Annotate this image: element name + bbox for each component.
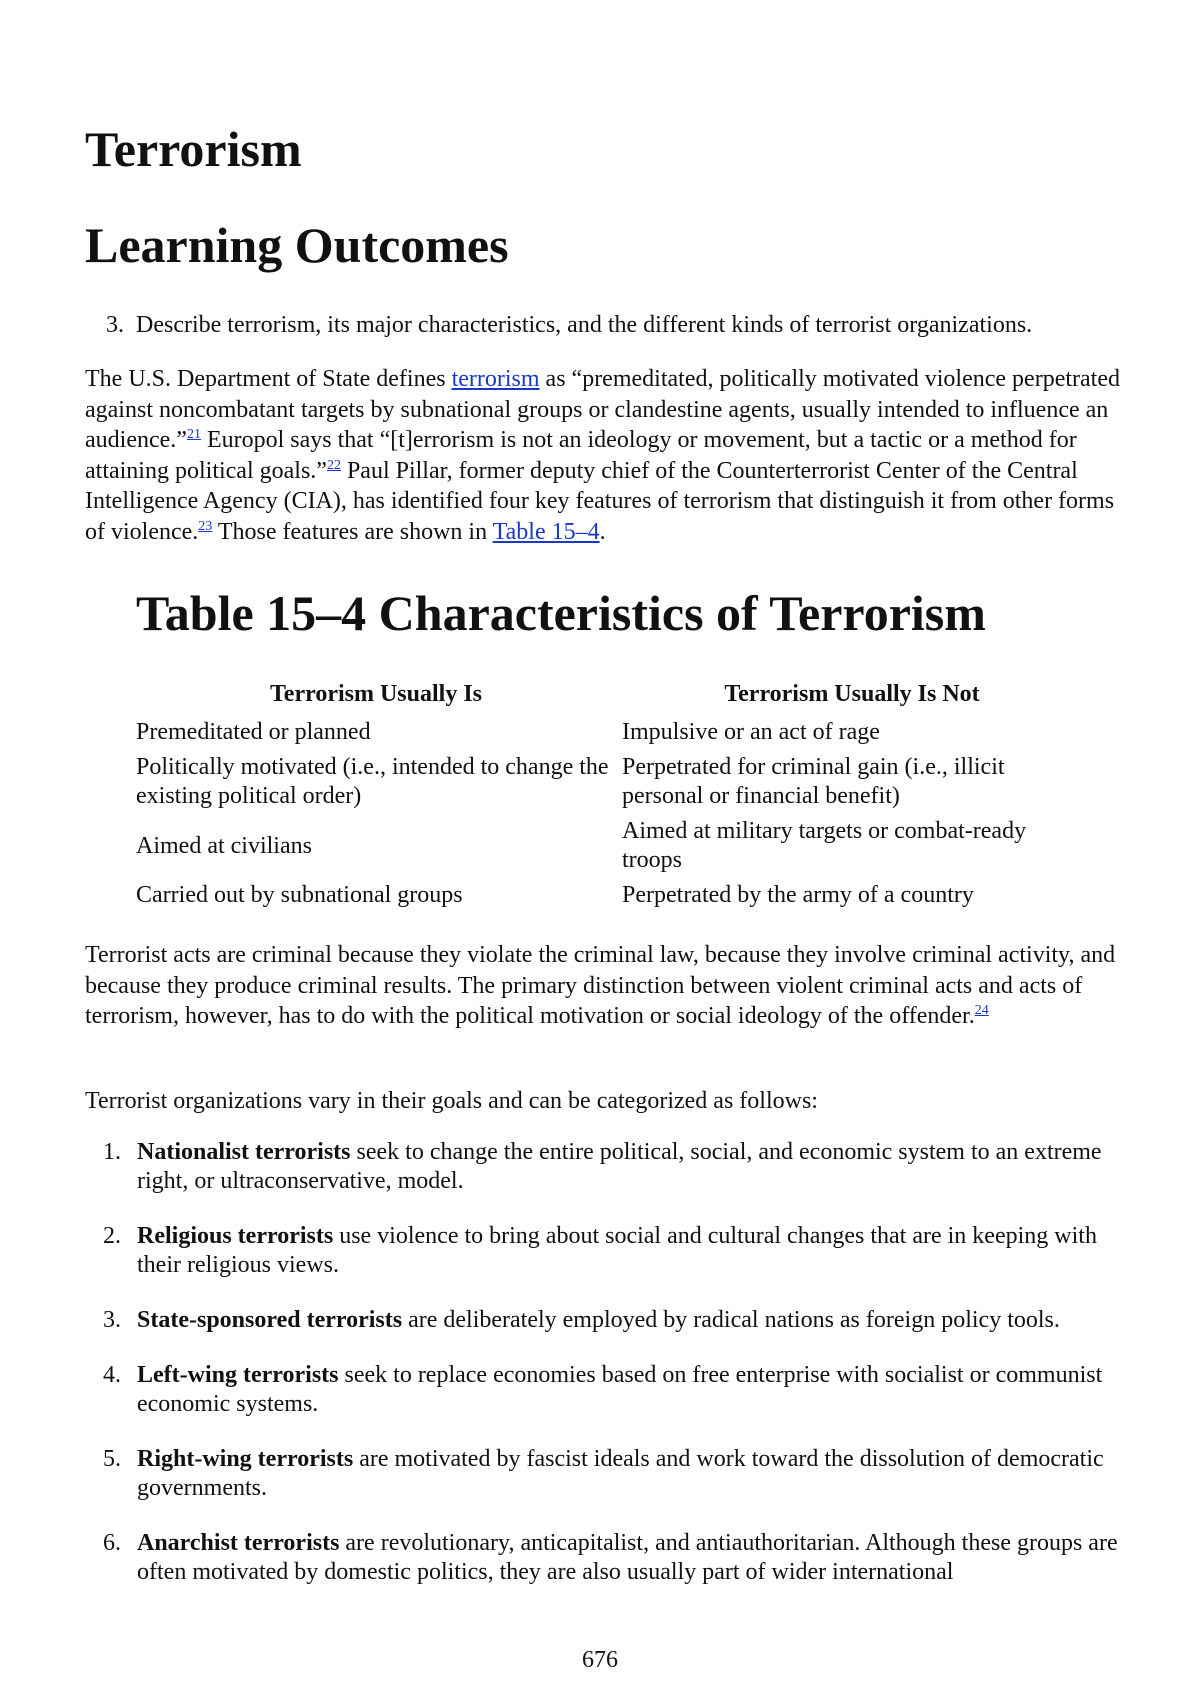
table-title: Table 15–4 Characteristics of Terrorism [136, 585, 986, 641]
list-item-number: 4. [103, 1362, 121, 1388]
list-item-number: 1. [103, 1139, 121, 1165]
table-cell: Aimed at civilians [136, 832, 312, 859]
intro-text-2: as “premeditated, politically motivated violence perpetrated against noncombatant targets by subnational groups or clandestine agents, usually intended to influence an audience.” [85, 366, 1120, 453]
list-item-description: are revolutionary, anticapitalist, and antiauthoritarian. Although these groups are often motivated by domestic politics, they are also usually part of wider international [137, 1530, 1118, 1585]
intro-text-6: . [599, 518, 606, 545]
table-cell: Perpetrated by the army of a country [622, 882, 974, 908]
table-15-4-link[interactable]: Table 15–4 [492, 518, 600, 545]
list-item [85, 1529, 1145, 1587]
list-item [85, 1222, 1145, 1280]
column-header-is: Terrorism Usually Is [269, 681, 482, 707]
intro-text-1: The U.S. Department of State defines [85, 366, 452, 392]
footnote-23-link[interactable]: 23 [198, 518, 213, 534]
table-header-row [136, 680, 1082, 715]
list-item [85, 1445, 1145, 1503]
learning-outcome-item [106, 310, 1032, 340]
table-cell: Aimed at military targets or combat-ready troops [622, 818, 1027, 873]
list-item-description: are deliberately employed by radical nations as foreign policy tools. [402, 1307, 1060, 1333]
terrorism-glossary-link[interactable]: terrorism [451, 366, 540, 392]
page-number: 676 [582, 1647, 618, 1673]
intro-text-5: Those features are shown in [212, 518, 493, 545]
table-row [136, 715, 1082, 750]
characteristics-table [136, 680, 1082, 913]
table-cell: Carried out by subnational groups [136, 882, 463, 908]
criminal-acts-paragraph [85, 940, 1135, 1032]
table-cell: Premeditated or planned [136, 719, 371, 745]
outcome-number: 3. [106, 312, 124, 338]
chapter-section-title: Terrorism [85, 121, 302, 177]
list-item-description: are motivated by fascist ideals and work toward the dissolution of democratic governments. [137, 1446, 1104, 1501]
list-item-term: Nationalist terrorists [137, 1139, 351, 1165]
outcome-text: Describe terrorism, its major characteristics, and the different kinds of terrorist organizations. [136, 312, 1033, 338]
list-item-term: Anarchist terrorists [137, 1530, 340, 1556]
intro-text-4: Paul Pillar, former deputy chief of the Counterterrorist Center of the Central Intelligence Agency (CIA), has identified four key features of terrorism that distinguish it from other forms of violence. [85, 457, 1115, 545]
table-cell: Politically motivated (i.e., intended to change the existing political order) [136, 754, 609, 809]
list-item-term: Right-wing terrorists [137, 1446, 354, 1472]
list-item [85, 1306, 1145, 1335]
table-cell: Perpetrated for criminal gain (i.e., illicit personal or financial benefit) [622, 754, 1005, 809]
list-item-description: use violence to bring about social and cultural changes that are in keeping with their religious views. [137, 1223, 1097, 1278]
list-item-term: Left-wing terrorists [137, 1362, 339, 1388]
list-item-number: 6. [103, 1530, 121, 1556]
list-item-description: seek to replace economies based on free enterprise with socialist or communist economic systems. [137, 1362, 1103, 1417]
footnote-24-link[interactable]: 24 [974, 1003, 989, 1018]
list-item [85, 1138, 1145, 1196]
list-item-term: State-sponsored terrorists [137, 1307, 403, 1333]
organizations-intro-paragraph: Terrorist organizations vary in their goals and can be categorized as follows: [85, 1088, 818, 1114]
organization-types-list [85, 1138, 1145, 1613]
criminal-acts-text: Terrorist acts are criminal because they violate the criminal law, because they involve criminal activity, and because they produce criminal results. The primary distinction between violent criminal acts and acts of terrorism, however, has to do with the political motivation or social ideology of the offender. [85, 942, 1116, 1029]
column-header-is-not: Terrorism Usually Is Not [724, 681, 980, 707]
list-item [85, 1361, 1145, 1419]
list-item-term: Religious terrorists [137, 1223, 334, 1249]
intro-paragraph [85, 364, 1135, 547]
table-row [136, 814, 1082, 878]
table-row [136, 878, 1082, 913]
footnote-21-link[interactable]: 21 [186, 427, 201, 442]
intro-text-3: Europol says that “[t]errorism is not an ideology or movement, but a tactic or a method for attaining political goals.” [85, 427, 1077, 484]
footnote-22-link[interactable]: 22 [326, 457, 341, 473]
list-item-number: 3. [103, 1307, 121, 1333]
list-item-description: seek to change the entire political, social, and economic system to an extreme right, or ultraconservative, model. [137, 1139, 1102, 1194]
table-row [136, 750, 1082, 814]
learning-outcomes-heading: Learning Outcomes [85, 217, 509, 273]
list-item-number: 2. [103, 1223, 121, 1249]
list-item-number: 5. [103, 1446, 121, 1472]
table-cell: Impulsive or an act of rage [622, 719, 880, 745]
